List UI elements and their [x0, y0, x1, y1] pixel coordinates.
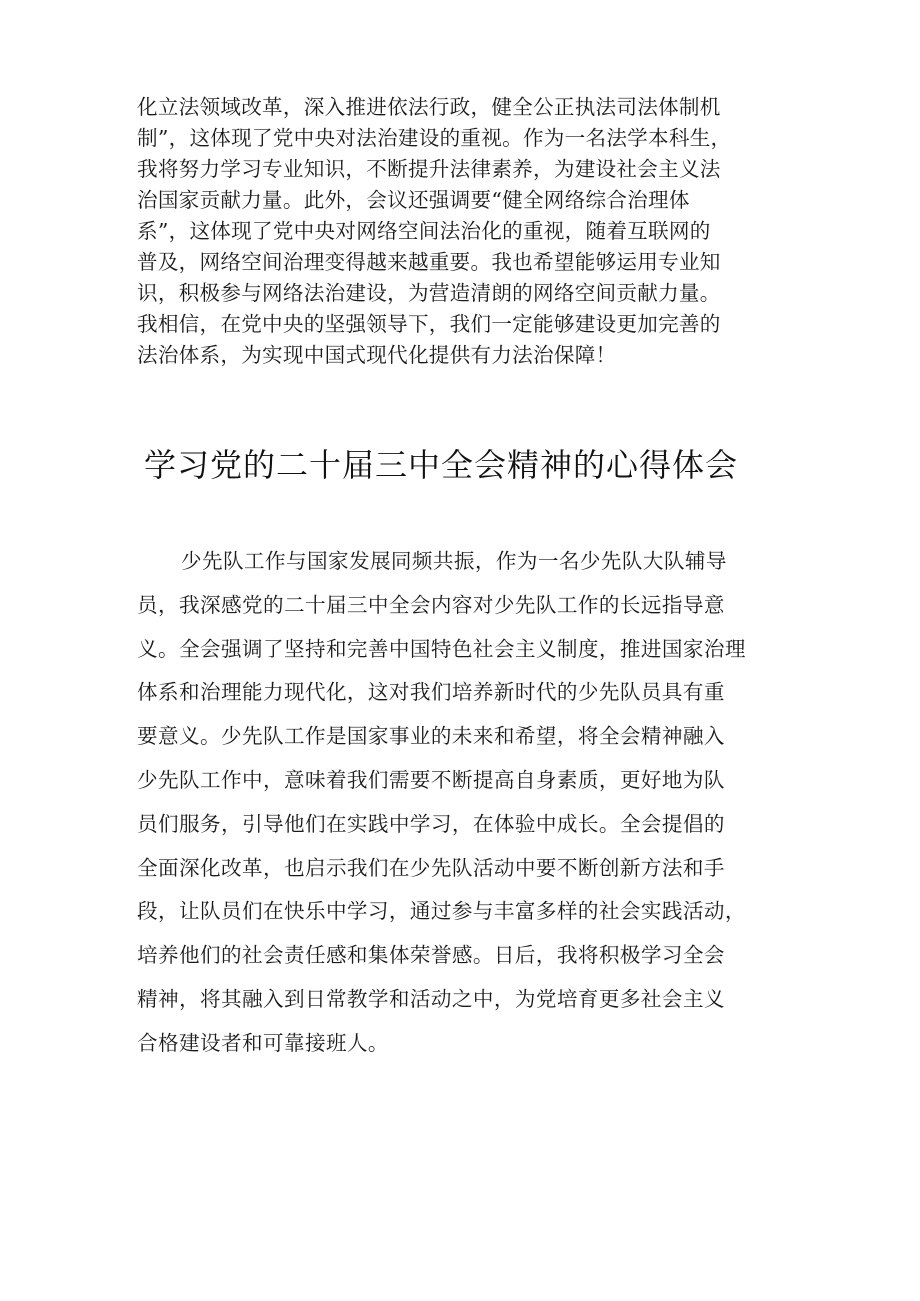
paragraph-line: 法治体系，为实现中国式现代化提供有力法治保障！	[137, 343, 617, 367]
paragraph-line: 员，我深感党的二十届三中全会内容对少先队工作的长远指导意	[137, 592, 725, 617]
paragraph-line: 义。全会强调了坚持和完善中国特色社会主义制度，推进国家治理	[137, 636, 746, 661]
paragraph-line: 我将努力学习专业知识，不断提升法律素养，为建设社会主义法	[137, 157, 721, 181]
paragraph-line: 精神，将其融入到日常教学和活动之中，为党培育更多社会主义	[137, 986, 725, 1011]
paragraph-line: 系”，这体现了党中央对网络空间法治化的重视，随着互联网的	[137, 219, 711, 243]
continuation-paragraph	[137, 92, 797, 371]
paragraph-line: 化立法领域改革，深入推进依法行政，健全公正执法司法体制机	[137, 95, 721, 119]
paragraph-line: 普及，网络空间治理变得越来越重要。我也希望能够运用专业知	[137, 250, 721, 274]
section-title: 学习党的二十届三中全会精神的心得体会	[144, 446, 739, 484]
paragraph-line: 制”，这体现了党中央对法治建设的重视。作为一名法学本科生，	[137, 126, 732, 150]
paragraph-line: 体系和治理能力现代化，这对我们培养新时代的少先队员具有重	[137, 680, 725, 705]
paragraph-line: 段，让队员们在快乐中学习，通过参与丰富多样的社会实践活动，	[137, 899, 746, 924]
paragraph-line: 少先队工作中，意味着我们需要不断提高自身素质，更好地为队	[137, 767, 725, 792]
section-paragraph	[137, 540, 797, 1066]
paragraph-line: 合格建设者和可靠接班人。	[137, 1030, 389, 1055]
paragraph-line: 我相信，在党中央的坚强领导下，我们一定能够建设更加完善的	[137, 312, 721, 336]
paragraph-line: 治国家贡献力量。此外，会议还强调要“健全网络综合治理体	[137, 188, 690, 212]
paragraph-line: 要意义。少先队工作是国家事业的未来和希望，将全会精神融入	[137, 724, 725, 749]
paragraph-line: 少先队工作与国家发展同频共振，作为一名少先队大队辅导	[181, 549, 727, 573]
paragraph-line: 识，积极参与网络法治建设，为营造清朗的网络空间贡献力量。	[137, 281, 721, 305]
paragraph-line: 培养他们的社会责任感和集体荣誉感。日后，我将积极学习全会	[137, 943, 725, 968]
paragraph-line: 员们服务，引导他们在实践中学习，在体验中成长。全会提倡的	[137, 811, 725, 836]
paragraph-line: 全面深化改革，也启示我们在少先队活动中要不断创新方法和手	[137, 855, 725, 880]
